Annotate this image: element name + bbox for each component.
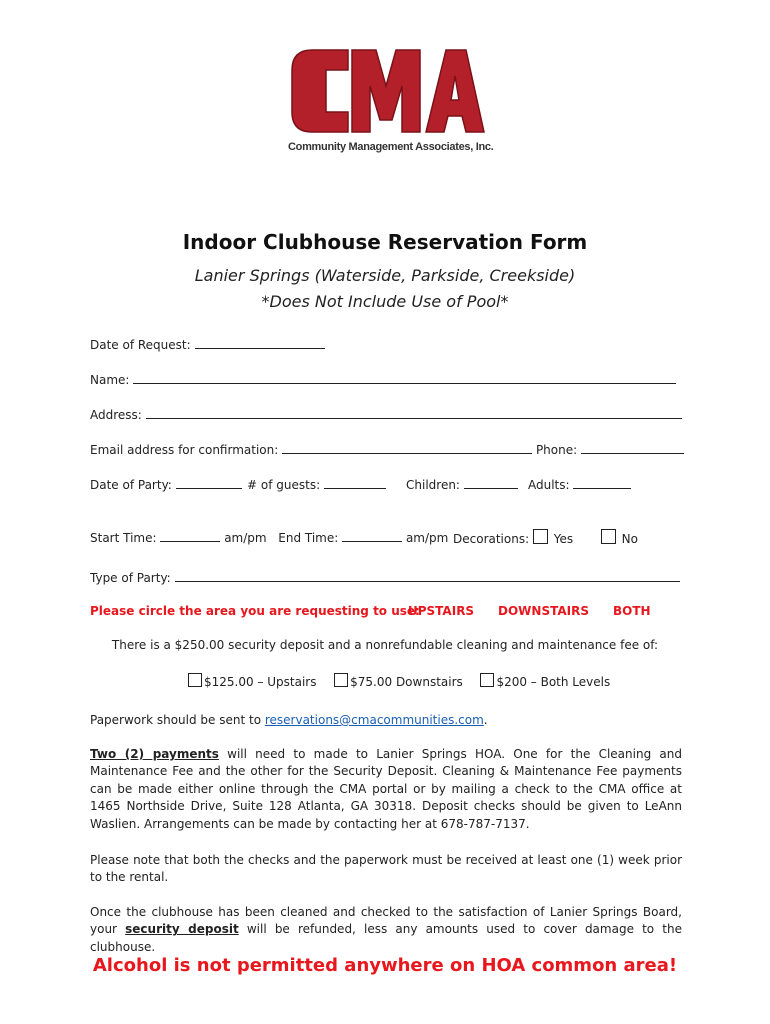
name-row [90, 371, 676, 387]
area-prompt: Please circle the area you are requesting to use: [90, 604, 420, 618]
form-subtitle-community: Lanier Springs (Waterside, Parkside, Creekside) [194, 266, 576, 285]
fee-options-row [188, 673, 610, 689]
end-am-pm: am/pm [405, 531, 449, 545]
paperwork-line [90, 713, 488, 727]
security-deposit-bold: security deposit [125, 922, 239, 937]
phone-field[interactable] [581, 441, 684, 454]
email-field[interactable] [282, 441, 532, 454]
decorations-no-checkbox[interactable] [601, 529, 616, 544]
address-label: Address: [90, 408, 142, 422]
date-of-party-field[interactable] [176, 476, 242, 489]
adults-group [528, 476, 631, 492]
form-subtitle-pool-note: *Does Not Include Use of Pool* [261, 292, 509, 311]
fee-both-label: $200 – Both Levels [496, 675, 611, 689]
type-of-party-field[interactable] [175, 569, 680, 582]
type-of-party-row [90, 569, 680, 585]
address-field[interactable] [146, 406, 682, 419]
date-of-request-row [90, 336, 325, 352]
address-row [90, 406, 682, 422]
date-of-party-label: Date of Party: [90, 478, 172, 492]
paperwork-suffix: . [483, 713, 488, 727]
type-of-party-label: Type of Party: [90, 571, 171, 585]
date-of-request-field[interactable] [195, 336, 325, 349]
decorations-yes-checkbox[interactable] [533, 529, 548, 544]
decorations-yes-label: Yes [553, 532, 574, 546]
phone-label: Phone: [535, 443, 578, 457]
name-label: Name: [90, 373, 130, 387]
children-group [406, 476, 518, 492]
fee-downstairs-label: $75.00 Downstairs [350, 675, 463, 689]
adults-label: Adults: [528, 478, 570, 492]
decorations-group [453, 529, 638, 546]
start-am-pm: am/pm [224, 531, 267, 545]
timing-note-paragraph: Please note that both the checks and the paperwork must be received at least one (1) week prior to the rental. [90, 853, 682, 885]
area-option-downstairs[interactable]: DOWNSTAIRS [498, 604, 589, 618]
fee-upstairs-checkbox[interactable] [188, 673, 202, 687]
alcohol-notice: Alcohol is not permitted anywhere on HOA common area! [92, 955, 678, 976]
start-time-label: Start Time: [90, 531, 157, 545]
payments-text: will need to made to Lanier Springs HOA. One for the Cleaning and Maintenance Fee and the other for the Security Deposit. Cleaning & Maintenance Fee payments can be made either online through the CMA portal or by mailing a check to the CMA office at 1465 Northside Drive, Suite 128 Atlanta, GA 30318. Deposit checks should be given to LeAnn Waslien. Arrangements can be made by contacting her at 678-787-7137. [90, 747, 682, 831]
start-time-field[interactable] [160, 529, 220, 542]
area-option-both[interactable]: BOTH [613, 604, 651, 618]
fee-downstairs-checkbox[interactable] [334, 673, 348, 687]
cma-logo-letters [286, 40, 486, 140]
decorations-no-label: No [621, 532, 638, 546]
guests-group [247, 476, 386, 492]
logo-tagline: Community Management Associates, Inc. [288, 141, 494, 153]
children-label: Children: [406, 478, 460, 492]
fee-intro: There is a $250.00 security deposit and a nonrefundable cleaning and maintenance fee of: [111, 638, 659, 652]
end-time-label: End Time: [278, 531, 339, 545]
refund-suffix: will be refunded, less any amounts used to cover damage to the clubhouse. [90, 922, 682, 954]
num-guests-field[interactable] [324, 476, 386, 489]
refund-prefix: Once the clubhouse has been cleaned and checked to the satisfaction of Lanier Springs Board, your [90, 905, 682, 937]
area-option-upstairs[interactable]: UPSTAIRS [408, 604, 475, 618]
adults-field[interactable] [573, 476, 631, 489]
payments-paragraph [90, 746, 682, 833]
paperwork-prefix: Paperwork should be sent to [90, 713, 262, 727]
reservations-email-link[interactable]: reservations@cmacommunities.com [264, 713, 484, 727]
time-row [90, 529, 448, 545]
children-field[interactable] [464, 476, 518, 489]
name-field[interactable] [133, 371, 676, 384]
form-title: Indoor Clubhouse Reservation Form [182, 230, 588, 254]
decorations-label: Decorations: [453, 532, 530, 546]
email-phone-row [90, 441, 684, 457]
fee-upstairs-label: $125.00 – Upstairs [204, 675, 317, 689]
email-label: Email address for confirmation: [90, 443, 279, 457]
cma-logo [286, 40, 494, 160]
num-guests-label: # of guests: [247, 478, 321, 492]
party-date-row [90, 476, 242, 492]
refund-paragraph [90, 904, 682, 956]
two-payments-bold: Two (2) payments [90, 747, 219, 761]
end-time-field[interactable] [342, 529, 402, 542]
fee-both-checkbox[interactable] [480, 673, 494, 687]
date-of-request-label: Date of Request: [90, 338, 191, 352]
